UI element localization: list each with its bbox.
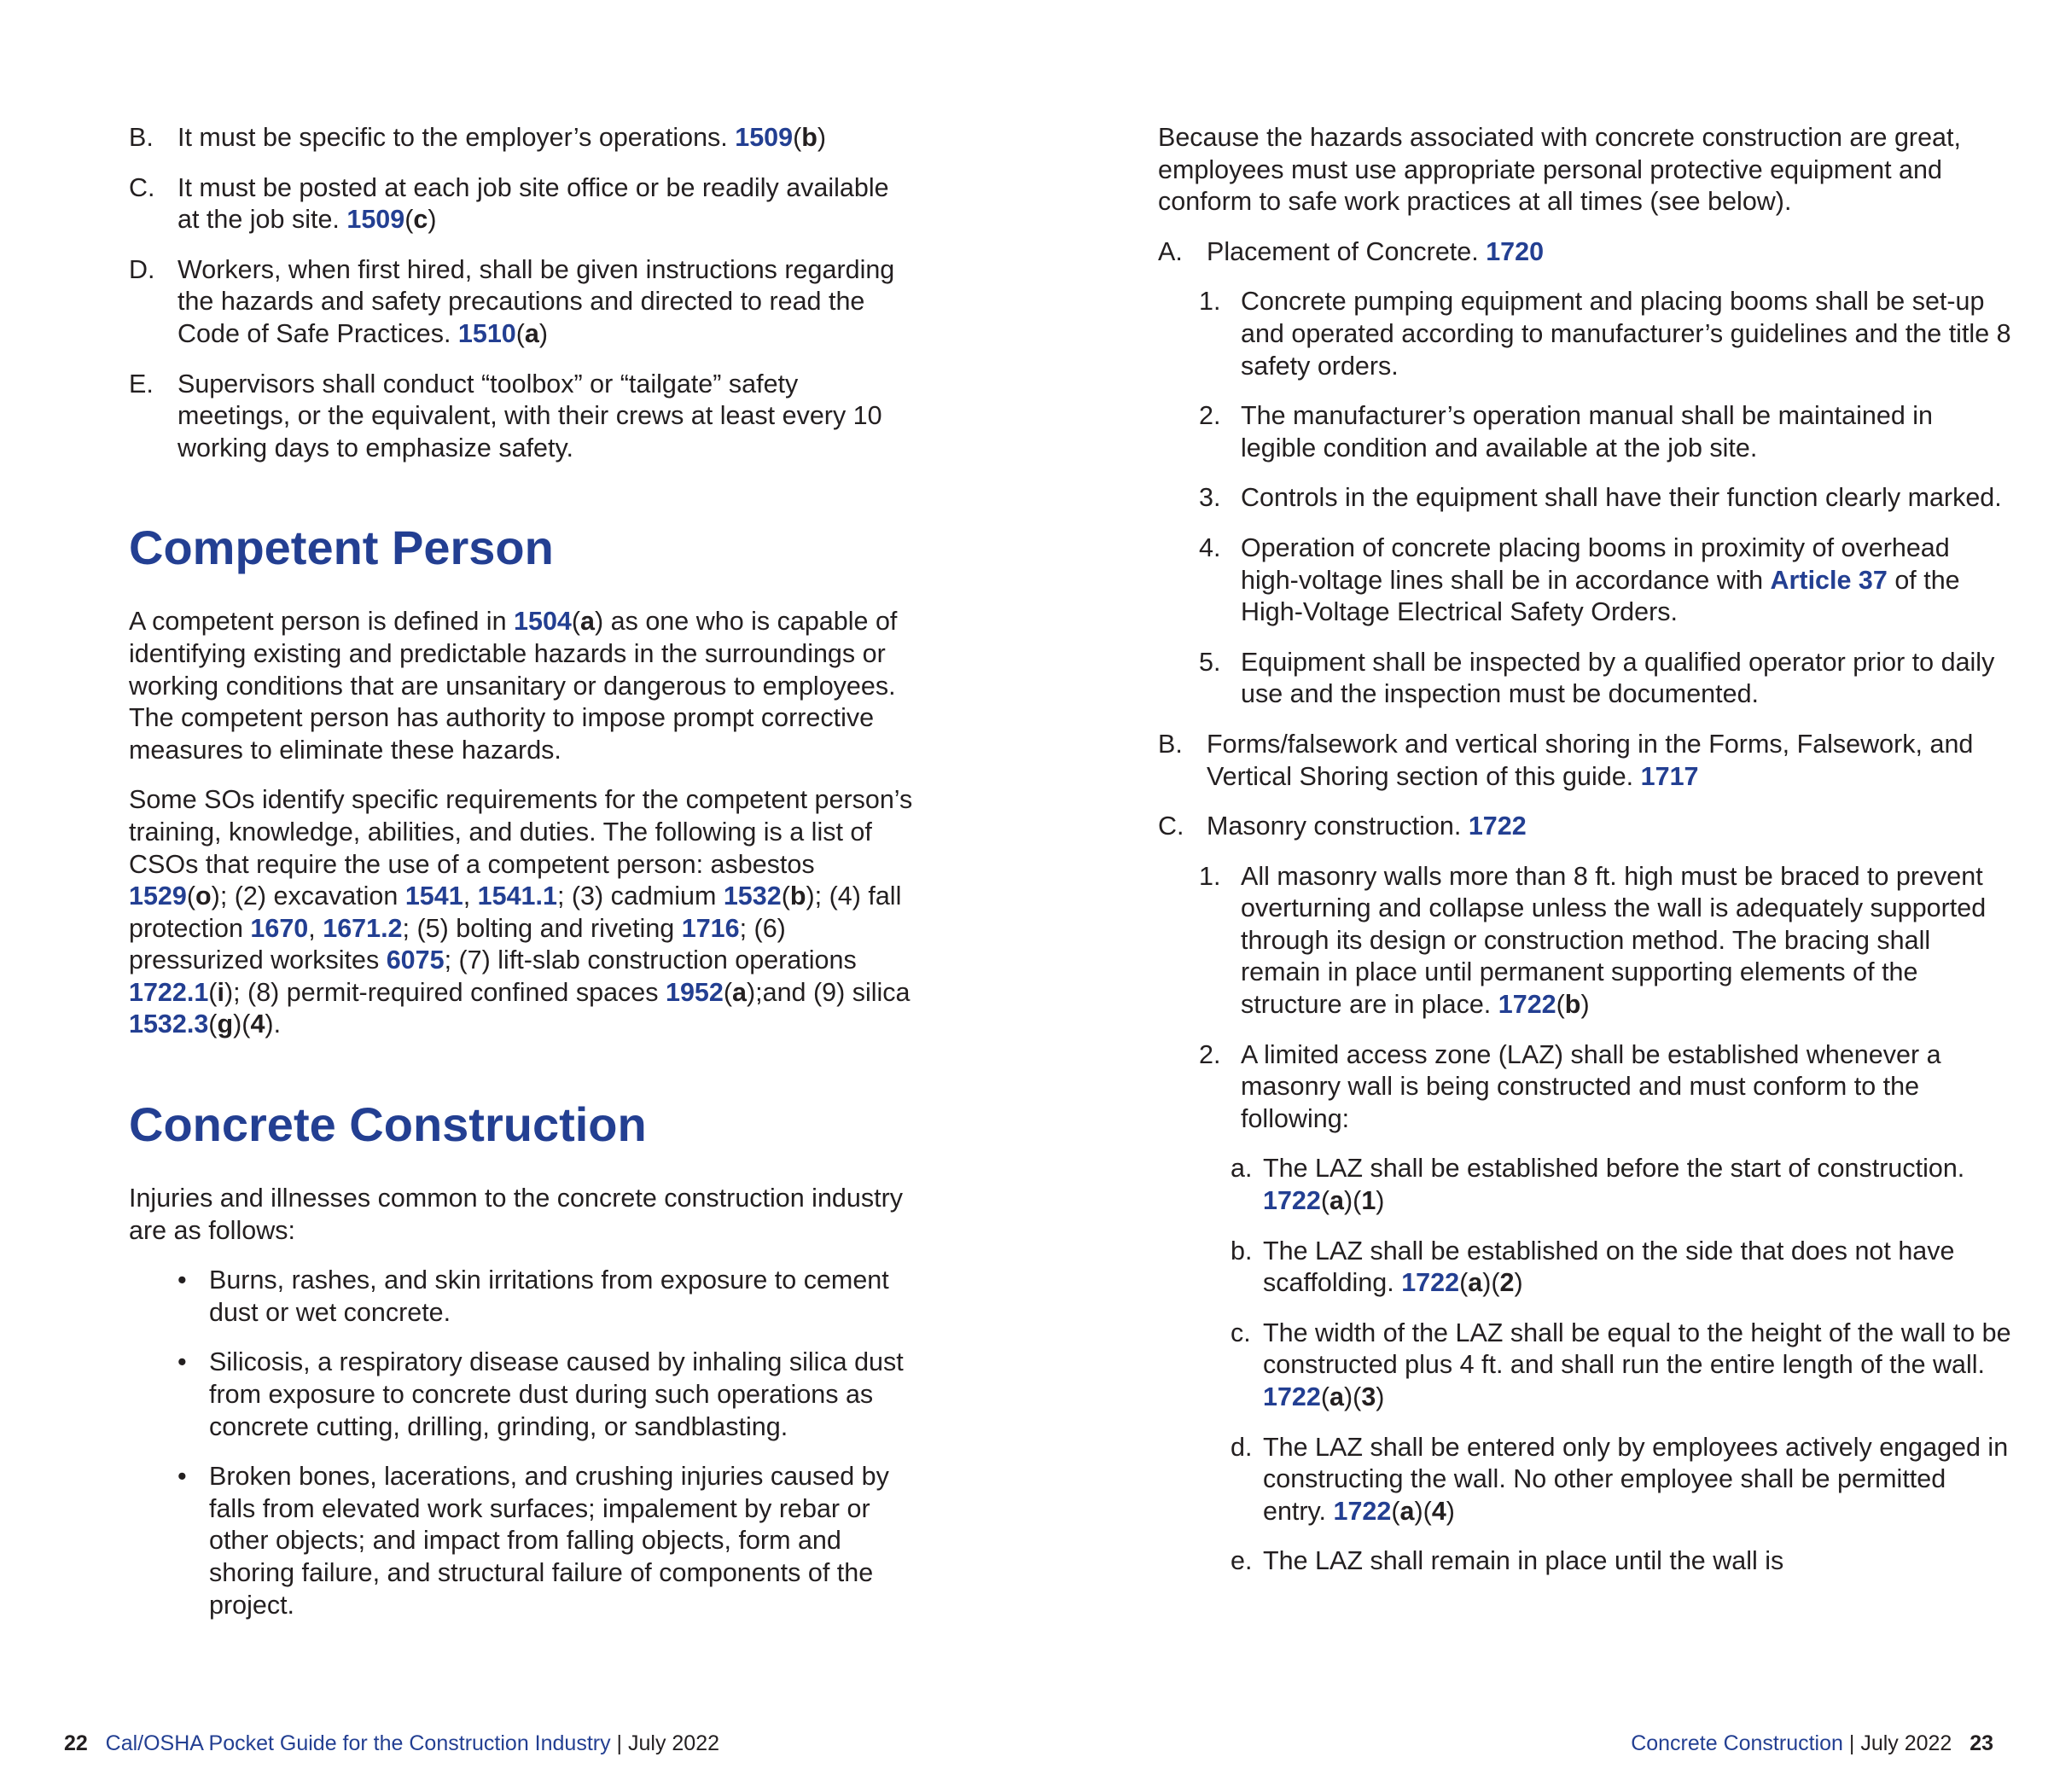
- paren: (: [186, 881, 196, 911]
- paren: (: [404, 205, 414, 235]
- text: ); (2) excavation: [211, 881, 405, 911]
- regulation-link[interactable]: 6075: [386, 945, 445, 975]
- paren: ): [1580, 990, 1590, 1020]
- list-label: B.: [129, 123, 154, 152]
- regulation-link[interactable]: 1722: [1263, 1186, 1321, 1216]
- list-text: The LAZ shall be established on the side that does not have scaffolding.: [1263, 1236, 1955, 1298]
- regulation-link[interactable]: 1722: [1401, 1268, 1460, 1298]
- regulation-link[interactable]: Article 37: [1770, 565, 1888, 595]
- list-label: 2.: [1199, 401, 1221, 431]
- list-item: [1231, 1153, 2011, 1217]
- text: ; (6) pressurized worksites: [129, 913, 786, 975]
- regulation-link[interactable]: 1504: [514, 607, 572, 637]
- paren: (: [793, 123, 802, 152]
- list-text: A limited access zone (LAZ) shall be established whenever a masonry wall is being constructed and must conform to the following:: [1241, 1039, 1941, 1133]
- paragraph: Because the hazards associated with concrete construction are great, employees must use appropriate personal protective equipment and conform to safe work practices at all times (see below).: [1158, 123, 1961, 217]
- list-label: b.: [1231, 1236, 1253, 1265]
- text: );and (9) silica: [746, 977, 911, 1007]
- text: ; (5) bolting and riveting: [402, 913, 682, 943]
- footer-separator: |: [1842, 1731, 1861, 1755]
- paren: ): [1376, 1382, 1385, 1411]
- list-label: a.: [1231, 1154, 1253, 1184]
- paren: ): [595, 607, 604, 637]
- list-label: C.: [129, 172, 155, 202]
- list-text: The LAZ shall be established before the start of construction.: [1263, 1154, 1965, 1184]
- footer-left: [64, 1731, 719, 1756]
- bullet-text: Burns, rashes, and skin irritations from exposure to cement dust or wet concrete.: [209, 1265, 889, 1327]
- paren: (: [515, 318, 525, 348]
- paren: (: [1391, 1496, 1400, 1526]
- regulation-link[interactable]: 1541: [404, 881, 463, 911]
- list-text: Supervisors shall conduct “toolbox” or “tailgate” safety meetings, or the equivalent, with their crews at least every 10 working days to emphasize safety.: [177, 369, 882, 463]
- section-heading-concrete-construction: Concrete Construction: [129, 1097, 647, 1152]
- list-item: [1158, 729, 2011, 793]
- regulation-link[interactable]: 1717: [1640, 761, 1699, 791]
- regulation-link[interactable]: 1670: [250, 913, 309, 943]
- numbered-list: [1199, 861, 2011, 1578]
- list-item: [1199, 647, 2011, 711]
- list-item: [1199, 400, 2011, 464]
- regulation-link[interactable]: 1509: [735, 123, 794, 152]
- list-label: C.: [1158, 812, 1184, 841]
- list-item: [1231, 1432, 2011, 1528]
- list-item: [1158, 811, 2011, 843]
- list-text: Concrete pumping equipment and placing booms shall be set-up and operated according to manufacturer’s guidelines and the title 8 safety orders.: [1241, 287, 2011, 381]
- paren: )(: [1414, 1496, 1432, 1526]
- text: ; (3) cadmium: [556, 881, 724, 911]
- regulation-link[interactable]: 1722: [1263, 1382, 1321, 1411]
- regulation-link[interactable]: 1722.1: [129, 977, 209, 1007]
- paragraph: [129, 784, 914, 1041]
- list-label: e.: [1231, 1546, 1253, 1576]
- text: ,: [463, 881, 478, 911]
- subsection-number: 1: [1361, 1186, 1376, 1216]
- paren: )(: [1482, 1268, 1500, 1298]
- regulation-link[interactable]: 1716: [681, 913, 740, 943]
- list-label: B.: [1158, 729, 1183, 759]
- subsection-number: 4: [1431, 1496, 1446, 1526]
- list-text: Masonry construction.: [1207, 812, 1469, 841]
- subsection-number: 4: [250, 1009, 265, 1039]
- list-item: [1231, 1545, 2011, 1578]
- footer-separator: |: [610, 1731, 628, 1755]
- list-text: The LAZ shall remain in place until the wall is: [1263, 1546, 1784, 1576]
- bullet-icon: •: [177, 1265, 187, 1295]
- regulation-link[interactable]: 1529: [129, 881, 187, 911]
- paren: )(: [1344, 1382, 1362, 1411]
- list-label: d.: [1231, 1432, 1253, 1462]
- bullet-text: Broken bones, lacerations, and crushing injuries caused by falls from elevated work surfaces; impalement by rebar or other objects; and impact from falling objects, form and shoring failure, and structural failure of components of the project.: [209, 1462, 889, 1620]
- list-item: [1158, 236, 2011, 269]
- list-label: 3.: [1199, 483, 1221, 513]
- paren: ): [1514, 1268, 1523, 1298]
- subsection-letter: a: [1399, 1496, 1415, 1526]
- list-text: The width of the LAZ shall be equal to the height of the wall to be constructed plus 4 ft. and shall run the entire length of the wall.: [1263, 1318, 2011, 1380]
- regulation-link[interactable]: 1722: [1468, 812, 1527, 841]
- bullet-item: [177, 1461, 914, 1621]
- list-label: 2.: [1199, 1039, 1221, 1069]
- lettered-list: [1231, 1153, 2011, 1578]
- subsection-letter: b: [801, 123, 817, 152]
- section-heading-competent-person: Competent Person: [129, 521, 554, 575]
- list-text: Placement of Concrete.: [1207, 236, 1487, 266]
- list-item: [129, 369, 914, 465]
- subsection-letter: b: [1564, 990, 1581, 1020]
- subsection-letter: c: [413, 205, 428, 235]
- bullet-item: [177, 1265, 914, 1329]
- text: ).: [265, 1009, 282, 1039]
- subsection-letter: g: [217, 1009, 234, 1039]
- list-item: [1199, 1039, 2011, 1136]
- regulation-link[interactable]: 1532.3: [129, 1009, 209, 1039]
- regulation-link[interactable]: 1541.1: [477, 881, 557, 911]
- list-text: Workers, when first hired, shall be given instructions regarding the hazards and safety precautions and directed to read the Code of Safe Practices.: [177, 254, 895, 348]
- text: as one who is capable of identifying existing and predictable hazards in the surroundings or working conditions that are unsanitary or dangerous to employees. The competent person has authority to impose prompt corrective measures to eliminate these hazards.: [129, 607, 898, 765]
- footer-right: [1631, 1731, 1993, 1756]
- paren: (: [1459, 1268, 1469, 1298]
- text: ); (8) permit-required confined spaces: [224, 977, 666, 1007]
- subsection-letter: i: [217, 977, 224, 1007]
- list-item: [1199, 482, 2011, 515]
- paren: )(: [233, 1009, 251, 1039]
- regulation-link[interactable]: 1952: [665, 977, 724, 1007]
- footer-title[interactable]: Cal/OSHA Pocket Guide for the Construction Industry: [105, 1731, 611, 1755]
- list-item: [1231, 1318, 2011, 1414]
- bullet-item: [177, 1347, 914, 1443]
- paragraph: [129, 606, 914, 766]
- bullet-icon: •: [177, 1462, 187, 1492]
- regulation-link[interactable]: 1671.2: [323, 913, 403, 943]
- paren: )(: [1344, 1186, 1362, 1216]
- text: Some SOs identify specific requirements for the competent person’s training, knowledge, abilities, and duties. The following is a list of CSOs that require the use of a competent person: asbestos: [129, 785, 913, 879]
- list-label: E.: [129, 369, 154, 399]
- subsection-number: 3: [1361, 1382, 1376, 1411]
- subsection-number: 2: [1499, 1268, 1515, 1298]
- list-text: All masonry walls more than 8 ft. high must be braced to prevent overturning and collapse unless the wall is adequately supported through its design or construction method. The bracing shall remain in place until permanent supporting elements of the structure are in place.: [1241, 861, 1987, 1020]
- footer-section-title[interactable]: Concrete Construction: [1631, 1731, 1843, 1755]
- paren: (: [208, 1009, 218, 1039]
- text: ; (7) lift-slab construction operations: [444, 945, 857, 975]
- footer-date: July 2022: [1860, 1731, 1952, 1755]
- regulation-link[interactable]: 1722: [1498, 990, 1556, 1020]
- list-text: It must be posted at each job site office or be readily available at the job site.: [177, 172, 889, 235]
- page-number: 23: [1969, 1731, 1993, 1755]
- paren: (: [208, 977, 218, 1007]
- list-item: [1231, 1236, 2011, 1300]
- list-label: 5.: [1199, 647, 1221, 677]
- numbered-list: [1199, 286, 2011, 711]
- bullet-icon: •: [177, 1347, 187, 1377]
- paren: (: [723, 977, 733, 1007]
- list-item: [129, 254, 914, 351]
- text: ); (4) fall protection: [129, 881, 902, 943]
- subsection-letter: o: [195, 881, 212, 911]
- list-text: It must be specific to the employer’s operations.: [177, 123, 736, 152]
- list-label: A.: [1158, 236, 1183, 266]
- list-label: D.: [129, 254, 155, 284]
- paragraph: Injuries and illnesses common to the concrete construction industry are as follows:: [129, 1184, 903, 1245]
- left-column: [129, 122, 914, 1639]
- regulation-link[interactable]: 1722: [1333, 1496, 1392, 1526]
- paren: ): [428, 205, 437, 235]
- list-text: The manufacturer’s operation manual shall be maintained in legible condition and available at the job site.: [1241, 401, 1933, 463]
- list-item: [129, 122, 914, 154]
- paren: (: [781, 881, 790, 911]
- list-label: 1.: [1199, 861, 1221, 891]
- list-label: 4.: [1199, 532, 1221, 562]
- list-text: Equipment shall be inspected by a qualified operator prior to daily use and the inspection must be documented.: [1241, 647, 1995, 709]
- list-text: The LAZ shall be entered only by employees actively engaged in constructing the wall. No other employee shall be permitted entry.: [1263, 1432, 2009, 1526]
- footer-date: July 2022: [628, 1731, 720, 1755]
- text: ,: [308, 913, 323, 943]
- list-item: [1199, 286, 2011, 382]
- subsection-letter: a: [732, 977, 747, 1007]
- paren: (: [1320, 1382, 1330, 1411]
- paren: ): [817, 123, 827, 152]
- right-column: [1158, 122, 2011, 1596]
- paren: (: [1320, 1186, 1330, 1216]
- paren: (: [1556, 990, 1565, 1020]
- paren: ): [1376, 1186, 1385, 1216]
- paren: (: [571, 607, 581, 637]
- list-label: 1.: [1199, 287, 1221, 317]
- subsection-letter: a: [1329, 1382, 1344, 1411]
- list-label: c.: [1231, 1318, 1251, 1347]
- list-item: [129, 172, 914, 236]
- paren: ): [538, 318, 549, 348]
- text: A competent person is defined in: [129, 607, 515, 637]
- list-text: Forms/falsework and vertical shoring in the Forms, Falsework, and Vertical Shoring section of this guide.: [1207, 729, 1974, 791]
- bullet-list: [177, 1265, 914, 1621]
- list-text: Operation of concrete placing booms in proximity of overhead high-voltage lines shall be in accordance with: [1241, 532, 1950, 595]
- list-item: [1199, 861, 2011, 1021]
- subsection-letter: a: [1468, 1268, 1483, 1298]
- regulation-link[interactable]: 1720: [1486, 236, 1545, 266]
- list-item: [1199, 532, 2011, 629]
- list-text: of the High-Voltage Electrical Safety Orders.: [1241, 565, 1960, 627]
- page-number: 22: [64, 1731, 88, 1755]
- paren: ): [1446, 1496, 1455, 1526]
- subsection-letter: a: [580, 607, 596, 637]
- subsection-letter: b: [789, 881, 806, 911]
- right-page: [1024, 0, 2048, 1792]
- regulation-link[interactable]: 1509: [346, 205, 405, 235]
- regulation-link[interactable]: 1532: [723, 881, 782, 911]
- subsection-letter: a: [1329, 1186, 1344, 1216]
- regulation-link[interactable]: 1510: [457, 318, 516, 348]
- subsection-letter: a: [524, 318, 539, 348]
- list-text: Controls in the equipment shall have their function clearly marked.: [1241, 483, 2002, 513]
- bullet-text: Silicosis, a respiratory disease caused by inhaling silica dust from exposure to concrete dust during such operations as concrete cutting, drilling, grinding, or sandblasting.: [209, 1347, 904, 1441]
